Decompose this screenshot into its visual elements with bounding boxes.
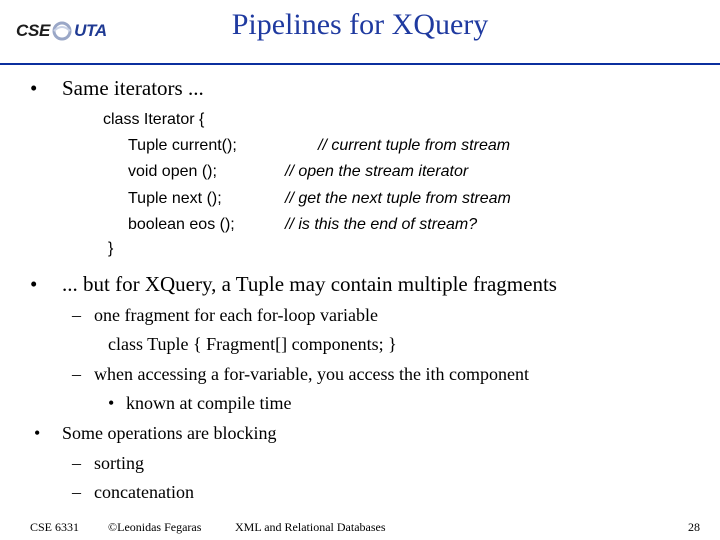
code-comment-open: // open the stream iterator [285, 163, 469, 180]
code-stmt-next: Tuple next (); [128, 190, 222, 207]
sub-bullet-sorting: sorting [94, 453, 145, 473]
logo-uta-text: UTA [74, 21, 107, 40]
tuple-class-example: class Tuple { Fragment[] components; } [108, 334, 397, 354]
bullet-marker: • [108, 393, 115, 413]
code-class-close: } [108, 240, 114, 257]
dash-marker: – [72, 453, 81, 473]
dash-marker: – [72, 364, 81, 384]
title-divider [0, 63, 720, 65]
bullet-text-blocking: Some operations are blocking [62, 423, 277, 443]
dash-marker: – [72, 482, 81, 502]
sub-bullet-for-variable: when accessing a for-variable, you access the ith component [94, 364, 529, 384]
bullet-marker: • [30, 76, 38, 100]
footer-author: ©Leonidas Fegaras [108, 520, 202, 534]
sub-bullet-concatenation: concatenation [94, 482, 194, 502]
sub-sub-bullet-compile-time: known at compile time [126, 393, 292, 413]
code-stmt-eos: boolean eos (); [128, 216, 235, 233]
bullet-marker: • [34, 423, 41, 443]
code-stmt-open: void open (); [128, 163, 217, 180]
footer-topic: XML and Relational Databases [235, 520, 386, 534]
code-class-open: class Iterator { [103, 111, 205, 128]
logo-cse-text: CSE [16, 21, 51, 40]
bullet-text-multiple-fragments: ... but for XQuery, a Tuple may contain multiple fragments [62, 272, 557, 296]
code-comment-next: // get the next tuple from stream [285, 190, 511, 207]
code-comment-current: // current tuple from stream [318, 137, 511, 154]
footer-course: CSE 6331 [30, 520, 80, 534]
footer-page-number: 28 [688, 520, 700, 534]
code-comment-eos: // is this the end of stream? [285, 216, 478, 233]
sub-bullet-one-fragment: one fragment for each for-loop variable [94, 305, 379, 325]
bullet-text-same-iterators: Same iterators ... [62, 76, 204, 100]
slide-title: Pipelines for XQuery [231, 8, 489, 41]
bullet-marker: • [30, 272, 38, 296]
dash-marker: – [72, 305, 81, 325]
code-stmt-current: Tuple current(); [128, 137, 237, 154]
